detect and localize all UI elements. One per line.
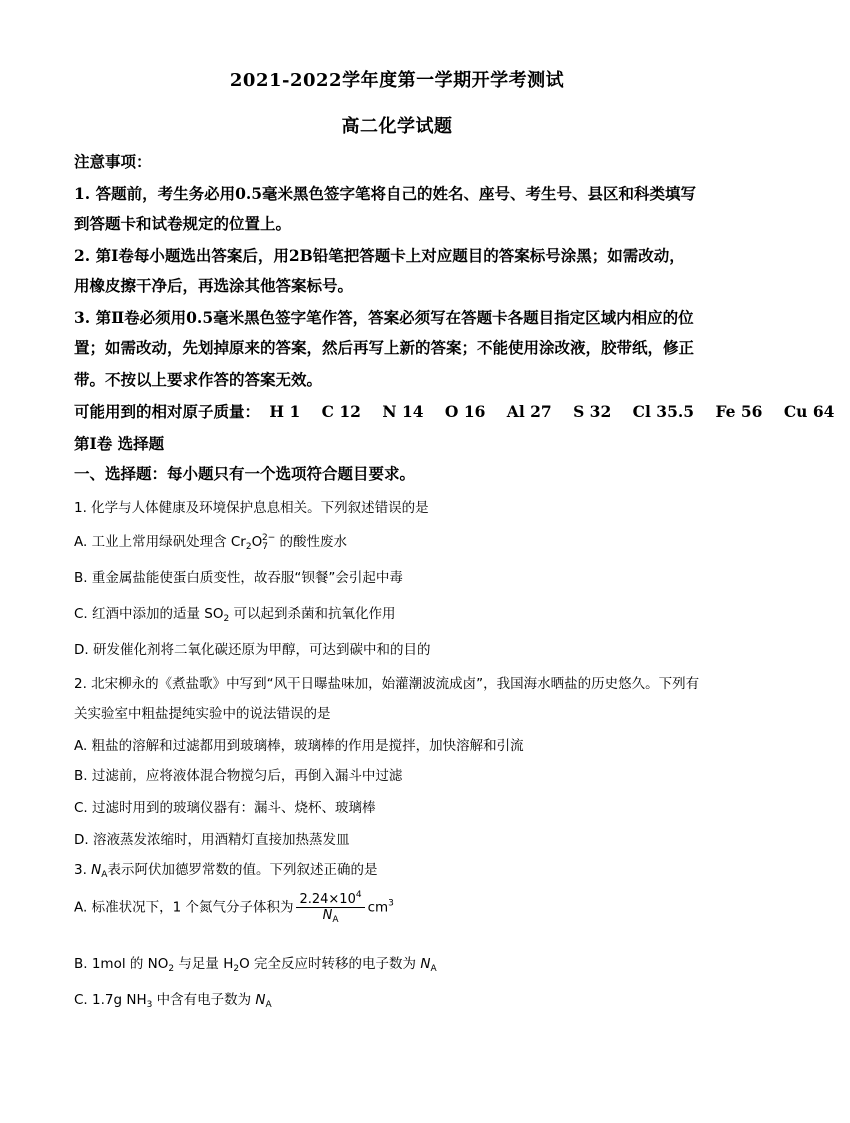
question-1-stem: 1. 化学与人体健康及环境保护息息相关。下列叙述错误的是 (74, 500, 429, 516)
note-3-line-1: 3. 第Ⅱ卷必须用0.5毫米黑色签字笔作答，答案必须写在答题卡各题目指定区域内相应的位 (74, 308, 694, 327)
question-1-option-d: D. 研发催化剂将二氧化碳还原为甲醇，可达到碳中和的目的 (74, 642, 431, 658)
question-2-option-b: B. 过滤前，应将液体混合物搅匀后，再倒入漏斗中过滤 (74, 768, 403, 784)
atomic-mass-label: 可能用到的相对原子质量： (74, 402, 261, 421)
question-2-option-c: C. 过滤时用到的玻璃仪器有：漏斗、烧杯、玻璃棒 (74, 800, 376, 816)
question-2-stem-line-2: 关实验室中粗盐提纯实验中的说法错误的是 (74, 706, 331, 722)
question-3-option-b: B. 1mol 的 $NO_2$ 与足量 $H_2O$ 完全反应时转移的电子数为 $N_A$ (74, 956, 437, 974)
atomic-mass-o: O 16 (444, 402, 486, 421)
exam-title: 2021-2022学年度第一学期开学考测试 (229, 70, 565, 91)
atomic-mass-cl: Cl 35.5 (632, 402, 695, 421)
note-2-line-1: 2. 第Ⅰ卷每小题选出答案后，用2B铅笔把答题卡上对应题目的答案标号涂黑；如需改动， (74, 246, 685, 265)
atomic-mass-s: S 32 (573, 402, 612, 421)
atomic-mass-line (74, 400, 835, 422)
note-2-line-2: 用橡皮擦干净后，再选涂其他答案标号。 (74, 276, 354, 295)
question-2-option-d: D. 溶液蒸发浓缩时，用酒精灯直接加热蒸发皿 (74, 832, 350, 848)
atomic-mass-n: N 14 (382, 402, 424, 421)
atomic-mass-fe: Fe 56 (715, 402, 763, 421)
atomic-mass-h: H 1 (269, 402, 301, 421)
part-heading: 一、选择题：每小题只有一个选项符合题目要求。 (74, 464, 416, 483)
question-1-option-a: A. 工业上常用绿矾处理含 $Cr_2O_7^{2-}$ 的酸性废水 (74, 533, 348, 552)
question-3-stem: 3. $N_A$表示阿伏加德罗常数的值。下列叙述正确的是 (74, 862, 378, 880)
question-3-option-a: A. 标准状况下，1 个氮气分子体积为 $\frac{2.24\times 10^4}{N_A}$ $cm^3$ (74, 890, 394, 925)
note-3-line-2: 置；如需改动，先划掉原来的答案，然后再写上新的答案；不能使用涂改液，胶带纸，修正 (74, 338, 695, 357)
note-3-line-3: 带。不按以上要求作答的答案无效。 (74, 370, 323, 389)
notes-heading: 注意事项： (74, 152, 152, 171)
note-1-line-2: 到答题卡和试卷规定的位置上。 (74, 214, 292, 233)
atomic-mass-c: C 12 (321, 402, 361, 421)
atomic-mass-cu: Cu 64 (783, 402, 835, 421)
question-3-option-c: C. 1.7g $NH_3$ 中含有电子数为 $N_A$ (74, 992, 272, 1010)
note-1-line-1: 1. 答题前，考生务必用0.5毫米黑色签字笔将自己的姓名、座号、考生号、县区和科类填写 (74, 184, 697, 203)
volume-heading: 第Ⅰ卷 选择题 (74, 434, 165, 453)
question-1-option-c: C. 红酒中添加的适量 $SO_2$ 可以起到杀菌和抗氧化作用 (74, 606, 396, 624)
atomic-mass-al: Al 27 (506, 402, 552, 421)
question-2-option-a: A. 粗盐的溶解和过滤都用到玻璃棒，玻璃棒的作用是搅拌，加快溶解和引流 (74, 738, 524, 754)
exam-subtitle: 高二化学试题 (341, 116, 453, 137)
question-1-option-b: B. 重金属盐能使蛋白质变性，故吞服“钡餐”会引起中毒 (74, 570, 403, 586)
question-2-stem-line-1: 2. 北宋柳永的《煮盐歌》中写到“风干日曝盐味加，始灌潮波流成卤”，我国海水晒盐的历史悠久。下列有 (74, 676, 700, 692)
fraction: $\frac{2.24\times 10^4}{N_A}$ (296, 890, 364, 925)
